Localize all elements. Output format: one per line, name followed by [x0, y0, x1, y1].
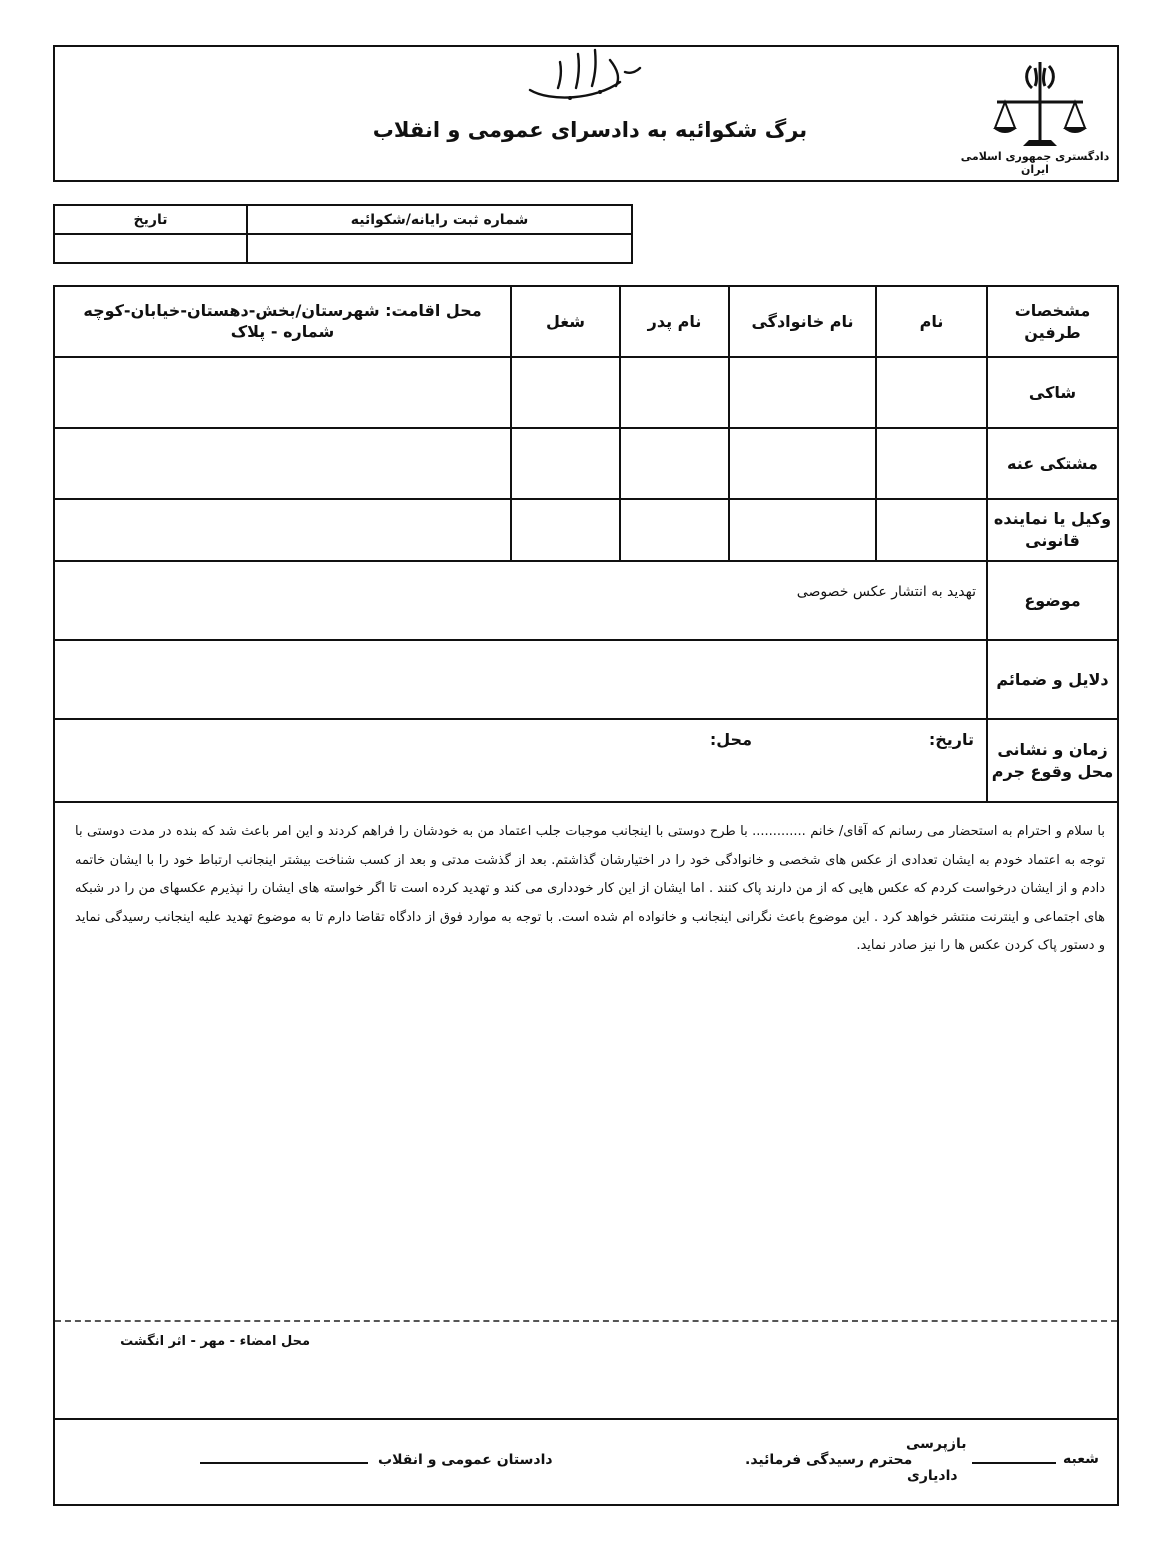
- lawyer-first-name[interactable]: [876, 499, 987, 561]
- judiciary-label: دادگستری جمهوری اسلامی ایران: [960, 150, 1110, 176]
- job-header: شغل: [511, 286, 620, 357]
- complainant-first-name[interactable]: [876, 357, 987, 428]
- complainant-last-name[interactable]: [729, 357, 876, 428]
- branch-line[interactable]: [972, 1462, 1056, 1464]
- crime-date-label: تاریخ:: [928, 730, 974, 749]
- signature-label: محل امضاء - مهر - اثر انگشت: [120, 1334, 310, 1349]
- parties-spec-header: مشخصات طرفین: [987, 286, 1118, 357]
- complaint-text: با سلام و احترام به استحضار می رسانم که آقای/ خانم ............. با طرح دوستی با اینجانب موجبات جلب اعتماد من به خودشان را فراهم کردند و این امر باعث شد که بنده در مدت دوستی با توجه به اعتماد خودم به ایشان تعدادی از عکس های شخصی و خانوادگی خود را در اختیارشان گذاشتم. بعد از گذشت مدتی و بعد از کسب شناخت بیشتر اینجانب ارتباط خود را با ایشان خاتمه دادم و از ایشان درخواست کردم که عکس هایی که از من دارند پاک کنند . اما ایشان از این کار خودداری می کند و تهدید کرده است تا اگر خواسته های ایشان را نپذیرم عکسهای من را در شبکه های اجتماعی و اینترنت منتشر خواهد کرد . این موضوع باعث نگرانی اینجانب و خانواده ام شده است. با توجه به موارد فوق از دادگاه تقاضا دارم تا به موضوع تهدید علیه اینجانب رسیدگی نماید و دستور پاک کردن عکس ها را نیز صادر نماید.: [75, 824, 1105, 954]
- crime-time-row: [54, 719, 1118, 802]
- prosecutor-office-label: دادستان عمومی و انقلاب: [378, 1452, 553, 1468]
- defendant-label: مشتکی عنه: [987, 428, 1118, 499]
- registration-date-label: تاریخ: [54, 205, 247, 234]
- complainant-address[interactable]: [54, 357, 511, 428]
- subject-row: [54, 561, 1118, 640]
- father-name-header: نام پدر: [620, 286, 729, 357]
- lawyer-address[interactable]: [54, 499, 511, 561]
- lawyer-row: [54, 499, 1118, 561]
- registration-table: [53, 204, 633, 264]
- lawyer-job[interactable]: [511, 499, 620, 561]
- registration-number-field[interactable]: [247, 234, 632, 263]
- lawyer-last-name[interactable]: [729, 499, 876, 561]
- evidence-row: [54, 640, 1118, 719]
- registration-number-label: شماره ثبت رایانه/شکوائیه: [247, 205, 632, 234]
- crime-time-field[interactable]: [54, 719, 987, 802]
- complainant-job[interactable]: [511, 357, 620, 428]
- prosecutor-line[interactable]: [200, 1462, 368, 1464]
- evidence-label: دلایل و ضمائم: [987, 640, 1118, 719]
- complainant-row: [54, 357, 1118, 428]
- defendant-job[interactable]: [511, 428, 620, 499]
- defendant-address[interactable]: [54, 428, 511, 499]
- first-name-header: نام: [876, 286, 987, 357]
- last-name-header: نام خانوادگی: [729, 286, 876, 357]
- lawyer-label: وکیل یا نماینده قانونی: [987, 499, 1118, 561]
- basmehtaala-calligraphy: [500, 42, 670, 112]
- request-text: محترم رسیدگی فرمائید.: [745, 1452, 913, 1468]
- evidence-field[interactable]: [54, 640, 987, 719]
- complainant-label: شاکی: [987, 357, 1118, 428]
- judiciary-emblem-icon: [985, 58, 1095, 153]
- crime-time-label: زمان و نشانی محل وقوع جرم: [987, 719, 1118, 802]
- branch-label: شعبه: [1063, 1451, 1099, 1467]
- crime-place-label: محل:: [709, 730, 752, 749]
- defendant-first-name[interactable]: [876, 428, 987, 499]
- complainant-father-name[interactable]: [620, 357, 729, 428]
- registration-date-field[interactable]: [54, 234, 247, 263]
- subject-field[interactable]: تهدید به انتشار عکس خصوصی: [54, 561, 987, 640]
- prosecution-label: دادیاری: [907, 1468, 958, 1484]
- address-header: محل اقامت: شهرستان/بخش-دهستان-خیابان-کوچه شماره - پلاک: [54, 286, 511, 357]
- subject-label: موضوع: [987, 561, 1118, 640]
- defendant-last-name[interactable]: [729, 428, 876, 499]
- inspection-label: بازپرسی: [906, 1436, 967, 1452]
- signature-divider: [55, 1320, 1117, 1322]
- parties-table: [53, 285, 1119, 803]
- defendant-father-name[interactable]: [620, 428, 729, 499]
- defendant-row: [54, 428, 1118, 499]
- lawyer-father-name[interactable]: [620, 499, 729, 561]
- form-title: برگ شکوائیه به دادسرای عمومی و انقلاب: [372, 118, 808, 142]
